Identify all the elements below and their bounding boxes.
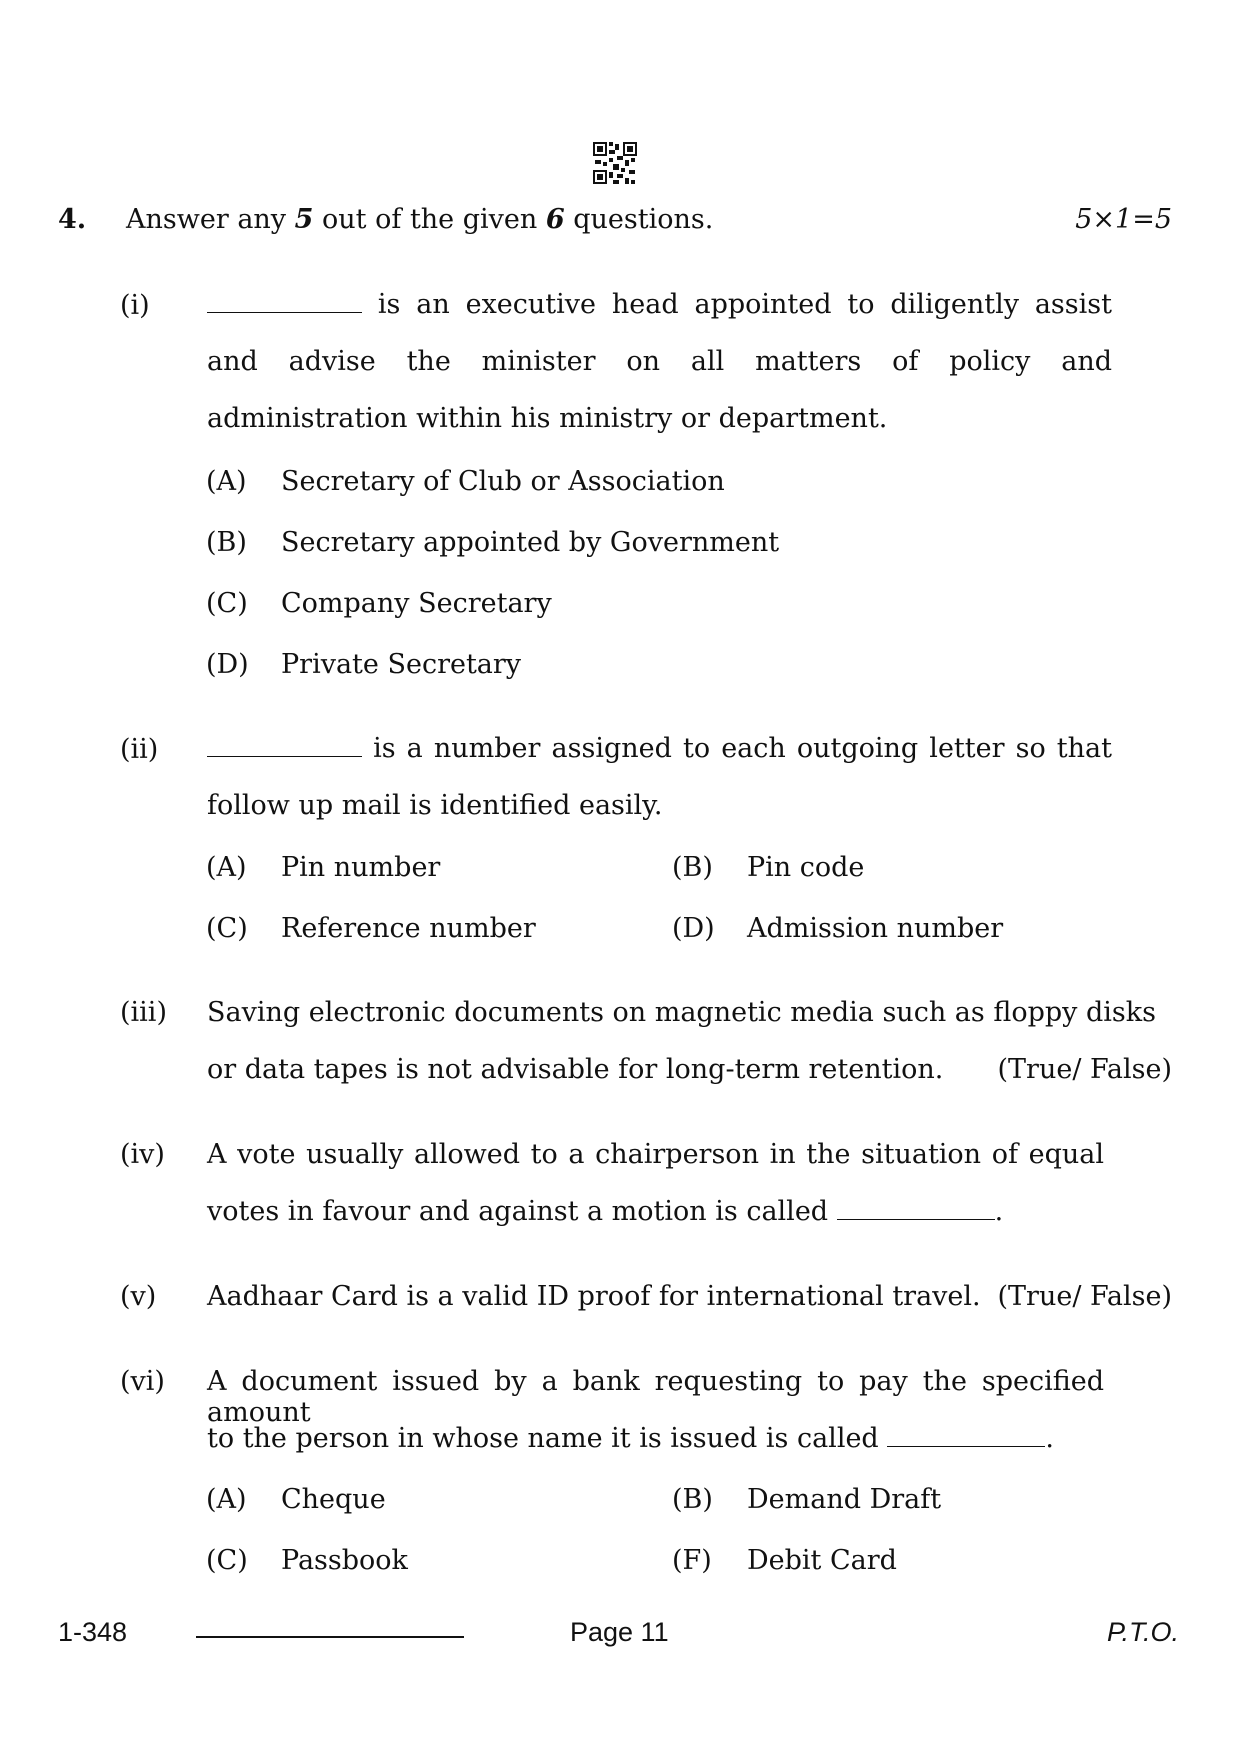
option-text: Company Secretary: [281, 588, 552, 619]
true-false-tag: (True/ False): [997, 1054, 1172, 1085]
option-text: Passbook: [281, 1545, 408, 1576]
option-label: (A): [206, 1484, 247, 1515]
option-label: (D): [206, 649, 249, 680]
answer-blank: [207, 734, 362, 757]
item-iii-line2: or data tapes is not advisable for long-term retention.: [207, 1054, 944, 1085]
question-instruction: Answer any 5 out of the given 6 questions.: [126, 204, 714, 235]
item-v-text: Aadhaar Card is a valid ID proof for international travel.: [207, 1281, 981, 1312]
option-label: (C): [206, 588, 248, 619]
option-label: (B): [206, 527, 247, 558]
qr-code-icon: [593, 142, 637, 184]
marks-allotment: 5×1=5: [1075, 204, 1172, 235]
answer-blank: [887, 1424, 1045, 1447]
item-iv-label: (iv): [120, 1139, 165, 1170]
item-i-text: is an executive head appointed to diligently assist and advise the minister on all matters of policy and administration within his ministry or department.: [207, 289, 1112, 434]
item-vi-line2: to the person in whose name it is issued is called .: [207, 1423, 1054, 1454]
option-label: (D): [672, 913, 715, 944]
true-false-tag: (True/ False): [997, 1281, 1172, 1312]
option-text: Reference number: [281, 913, 536, 944]
item-ii-label: (ii): [120, 734, 159, 765]
item-iv-line2: votes in favour and against a motion is called .: [207, 1196, 1004, 1227]
option-label: (F): [672, 1545, 712, 1576]
option-text: Pin number: [281, 852, 441, 883]
answer-blank: [207, 290, 362, 313]
option-text: Pin code: [747, 852, 865, 883]
option-label: (B): [672, 1484, 713, 1515]
option-label: (A): [206, 466, 247, 497]
option-text: Debit Card: [747, 1545, 897, 1576]
option-text: Demand Draft: [747, 1484, 942, 1515]
option-label: (A): [206, 852, 247, 883]
option-text: Cheque: [281, 1484, 386, 1515]
page-number: Page 11: [570, 1617, 669, 1647]
item-iii-line1: Saving electronic documents on magnetic media such as floppy disks: [207, 997, 1156, 1028]
item-i-label: (i): [120, 290, 150, 321]
option-label: (C): [206, 913, 248, 944]
pto-note: P.T.O.: [1106, 1617, 1179, 1647]
option-label: (B): [672, 852, 713, 883]
option-text: Admission number: [747, 913, 1004, 944]
option-text: Private Secretary: [281, 649, 522, 680]
item-vi-label: (vi): [120, 1366, 165, 1397]
paper-code: 1-348: [58, 1617, 128, 1647]
item-ii-text: is a number assigned to each outgoing letter so that follow up mail is identified easily.: [207, 733, 1112, 821]
item-vi-line1: A document issued by a bank requesting to pay the specified amount: [207, 1366, 1104, 1428]
answer-blank: [837, 1197, 995, 1220]
question-number: 4.: [58, 204, 87, 235]
item-iv-line1: A vote usually allowed to a chairperson in the situation of equal: [207, 1139, 1104, 1170]
item-iii-label: (iii): [120, 997, 167, 1028]
item-v-label: (v): [120, 1281, 157, 1312]
option-text: Secretary of Club or Association: [281, 466, 725, 497]
option-label: (C): [206, 1545, 248, 1576]
footer-divider: [196, 1636, 464, 1638]
option-text: Secretary appointed by Government: [281, 527, 780, 558]
